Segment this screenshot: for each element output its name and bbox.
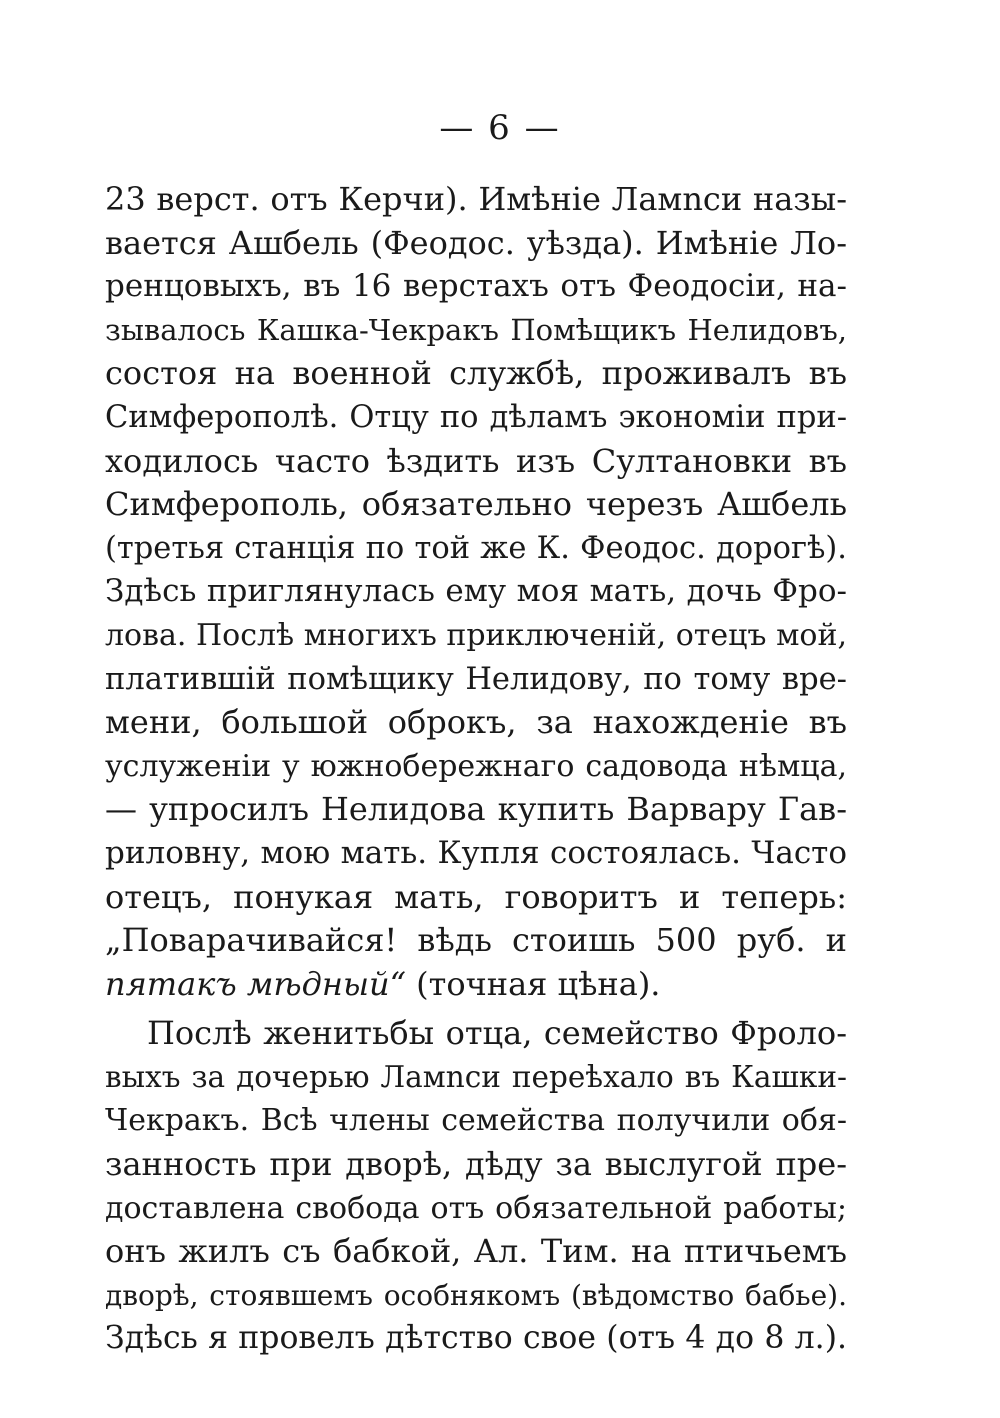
page-number: — 6 — (439, 108, 561, 148)
text-line: зывалось Кашка-Чекракъ Помѣщикъ Нелидовъ, (105, 312, 847, 347)
paragraph-1 (105, 178, 847, 1006)
text-line: ренцовыхъ, въ 16 верстахъ отъ Феодосіи, на- (105, 268, 847, 305)
text-line: занность при дворѣ, дѣду за выслугой пре- (105, 1145, 847, 1184)
body-text (105, 178, 847, 1361)
text-line: риловну, мою мать. Купля состоялась. Часто (105, 834, 847, 871)
text-line: состоя на военной службѣ, проживалъ въ (105, 354, 847, 393)
text-line: отецъ, понукая мать, говоритъ и теперь: (105, 877, 847, 916)
text-line: доставлена свобода отъ обязательной работы; (105, 1190, 847, 1226)
text-fragment: (точная цѣна). (405, 964, 661, 1003)
text-line: Симферополѣ. Отцу по дѣламъ экономіи при- (105, 399, 847, 435)
text-line: ходилось часто ѣздить изъ Султановки въ (105, 441, 847, 480)
italic-phrase: пятакъ мѣдный“ (105, 964, 406, 1003)
text-line: — упросилъ Нелидова купить Варвару Гав- (105, 790, 847, 829)
text-line: дворѣ, стоявшемъ особнякомъ (вѣдомство бабье). (105, 1278, 847, 1312)
text-line: Чекракъ. Всѣ члены семейства получили обя- (105, 1103, 847, 1139)
text-line: онъ жилъ съ бабкой, Ал. Тим. на птичьемъ (105, 1232, 847, 1271)
text-line: Здѣсь я провелъ дѣтство свое (отъ 4 до 8 л.). (105, 1320, 847, 1357)
text-line: выхъ за дочерью Ламnси переѣхало въ Кашки- (105, 1059, 847, 1094)
text-line: платившій помѣщику Нелидову, по тому вре- (105, 661, 847, 697)
text-line: услуженіи у южнобережнаго садовода нѣмца, (105, 748, 847, 784)
text-line: (третья станція по той же К. Феодос. дорогѣ). (105, 530, 847, 566)
text-line-last (105, 963, 847, 1007)
text-line: вается Ашбель (Феодос. уѣзда). Имѣніе Ло- (105, 223, 847, 262)
text-line: Симферополь, обязательно черезъ Ашбель (105, 485, 847, 524)
text-line: лова. Послѣ многихъ приключеній, отецъ мой, (105, 617, 847, 653)
text-line: „Поварачивайся! вѣдь стоишь 500 руб. и (105, 921, 847, 960)
text-line: мени, большой оброкъ, за нахожденіе въ (105, 703, 847, 742)
text-line-indented: Послѣ женитьбы отца, семейство Фроло- (147, 1014, 847, 1053)
text-line: Здѣсь приглянулась ему моя мать, дочь Фро- (105, 573, 847, 610)
paragraph-2 (105, 1012, 847, 1361)
text-line: 23 верст. отъ Керчи). Имѣніе Ламnси назы- (105, 180, 847, 218)
